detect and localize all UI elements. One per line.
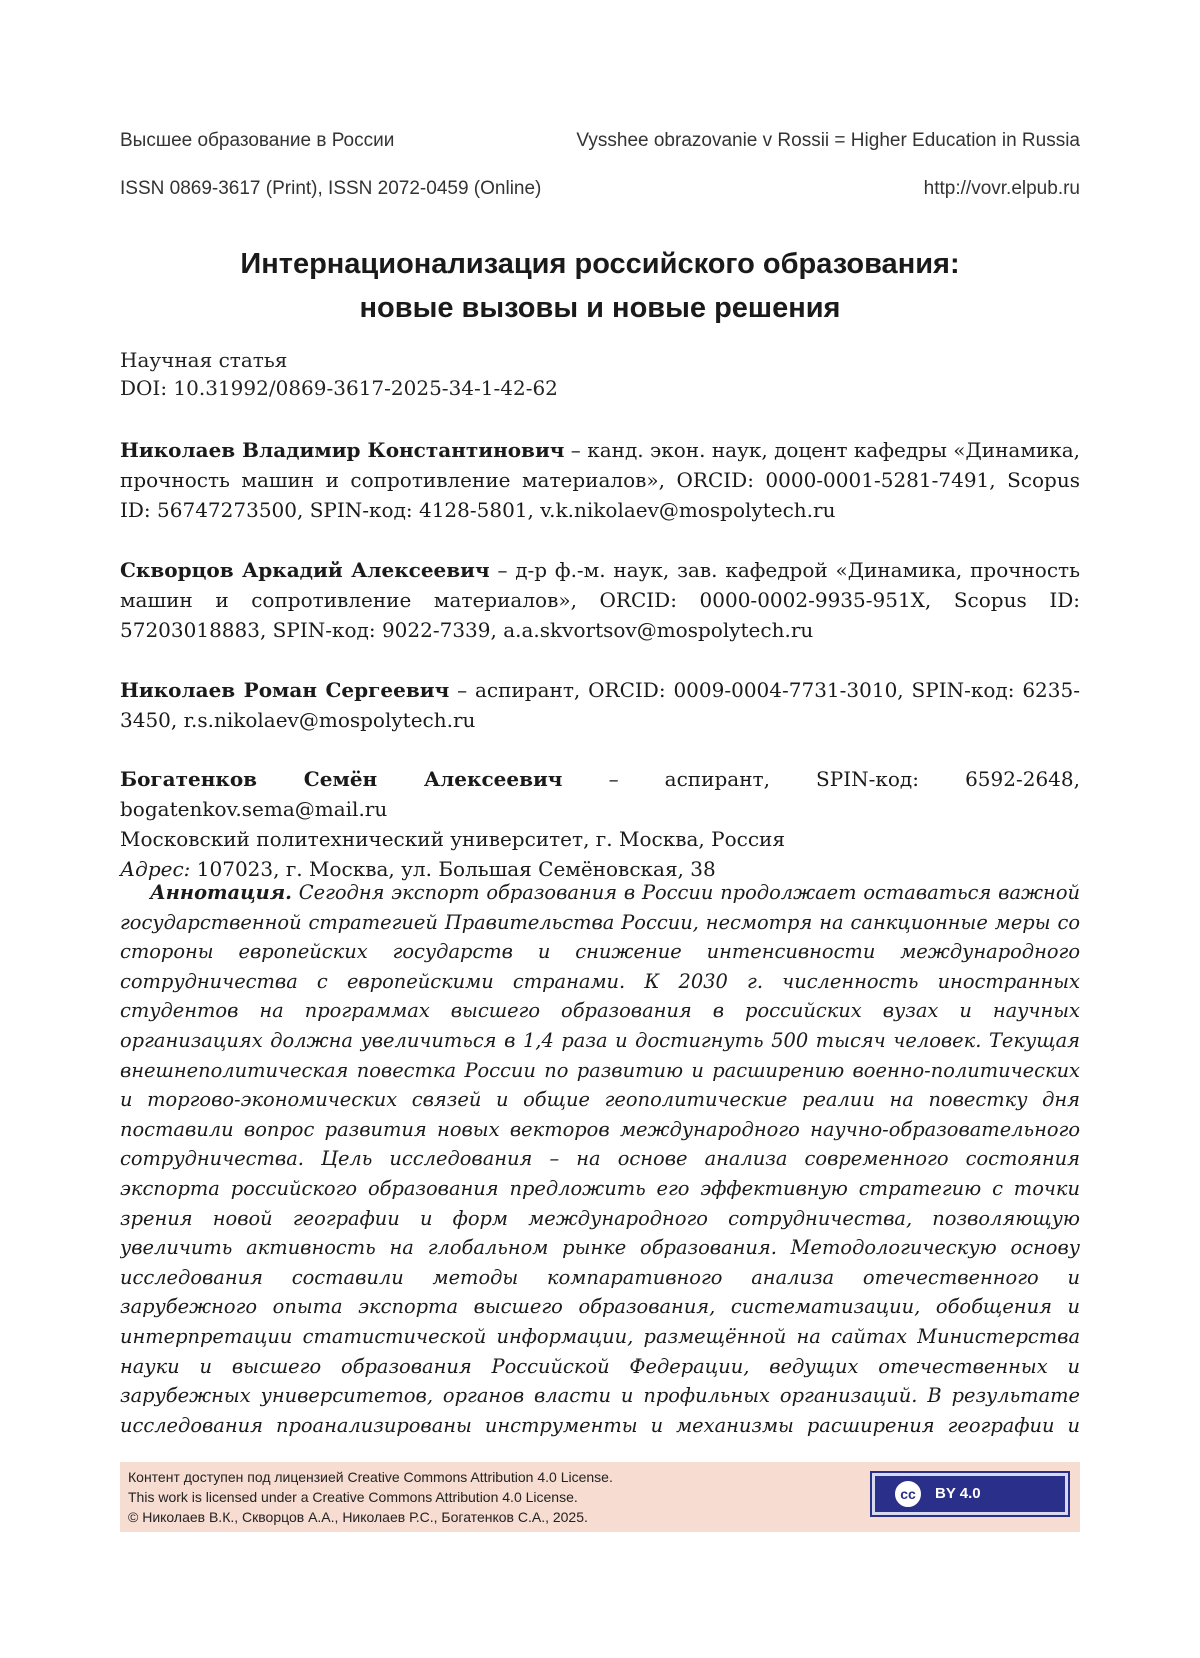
license-line-en: This work is licensed under a Creative Commons Attribution 4.0 License.	[128, 1489, 578, 1505]
author-name: Николаев Роман Сергеевич	[120, 678, 450, 702]
author-details: – аспирант, SPIN-код: 6592-2648, bogatenkov.sema@mail.ru	[120, 767, 1080, 821]
affiliation: Московский политехнический университет, г. Москва, Россия	[120, 827, 785, 851]
abstract-label: Аннотация.	[150, 881, 292, 904]
author-entry	[120, 555, 1080, 645]
journal-title-ru: Высшее образование в России	[120, 130, 395, 151]
license-line-ru: Контент доступен под лицензией Creative Commons Attribution 4.0 License.	[128, 1469, 613, 1485]
cc-badge-text: BY 4.0	[935, 1485, 981, 1502]
author-name: Николаев Владимир Константинович	[120, 438, 565, 462]
title-line-1: Интернационализация российского образования:	[240, 248, 960, 280]
author-entry-with-affiliation	[120, 764, 1080, 884]
author-entry	[120, 675, 1080, 735]
article-meta	[120, 346, 558, 402]
journal-url[interactable]: http://vovr.elpub.ru	[923, 178, 1080, 199]
article-type: Научная статья	[120, 348, 288, 372]
copyright-line: © Николаев В.К., Скворцов А.А., Николаев Р.С., Богатенков С.А., 2025.	[128, 1509, 588, 1525]
cc-icon: cc	[893, 1479, 923, 1509]
journal-title-en: Vysshee obrazovanie v Rossii = Higher Education in Russia	[576, 130, 1080, 151]
license-box	[120, 1462, 1080, 1532]
author-name: Скворцов Аркадий Алексеевич	[120, 558, 490, 582]
author-details: – аспирант, ORCID: 0009-0004-7731-3010, SPIN-код: 6235-3450, r.s.nikolaev@mospolytech.ru	[120, 678, 1080, 732]
issn-row	[120, 178, 1080, 200]
doi[interactable]: DOI: 10.31992/0869-3617-2025-34-1-42-62	[120, 376, 558, 400]
issn: ISSN 0869-3617 (Print), ISSN 2072-0459 (Online)	[120, 178, 542, 199]
running-header	[120, 130, 1080, 152]
address-text: 107023, г. Москва, ул. Большая Семёновская, 38	[190, 857, 716, 881]
title-line-2: новые вызовы и новые решения	[359, 292, 841, 324]
abstract-text: Сегодня экспорт образования в России продолжает оставаться важной государственной стратегией Правительства России, несмотря на санкционные меры со стороны европейских государств и снижение интенсивности международного сотрудничества с европейскими странами. К 2030 г. численность иностранных студентов на программах высшего образования в российских вузах и научных организациях должна увеличиться в 1,4 раза и достигнуть 500 тысяч человек. Текущая внешнеполитическая повестка России по развитию и расширению военно-политических и торгово-экономических связей и общие геополитические реалии на повестку дня поставили вопрос развития новых векторов международного научно-образовательного сотрудничества. Цель исследования – на основе анализа современного состояния экспорта российского образования предложить его эффективную стратегию с точки зрения новой географии и форм международного сотрудничества, позволяющую увеличить активность на глобальном рынке образования. Методологическую основу исследования составили методы компаративного анализа отечественного и зарубежного опыта экспорта высшего образования, систематизации, обобщения и интерпретации статистической информации, размещённой на сайтах Министерства науки и высшего образования Российской Федерации, ведущих отечественных и зарубежных университетов, органов власти и профильных организаций. В результате исследования проанализированы инструменты и механизмы расширения географии и	[120, 881, 1080, 1437]
address-label: Адрес:	[120, 857, 191, 881]
cc-by-badge[interactable]	[872, 1473, 1068, 1515]
author-entry	[120, 435, 1080, 525]
abstract	[120, 878, 1080, 1440]
author-name: Богатенков Семён Алексеевич	[120, 767, 563, 791]
article-title	[120, 242, 1080, 330]
author-details: – д-р ф.-м. наук, зав. кафедрой «Динамика, прочность машин и сопротивление материалов», ORCID: 0000-0002-9935-951X, Scopus ID: 57203018883, SPIN-код: 9022-7339, a.a.skvortsov@mospolytech.ru	[120, 558, 1080, 642]
author-details: – канд. экон. наук, доцент кафедры «Динамика, прочность машин и сопротивление материалов», ORCID: 0000-0001-5281-7491, Scopus ID: 56747273500, SPIN-код: 4128-5801, v.k.nikolaev@mospolytech.ru	[120, 438, 1080, 522]
